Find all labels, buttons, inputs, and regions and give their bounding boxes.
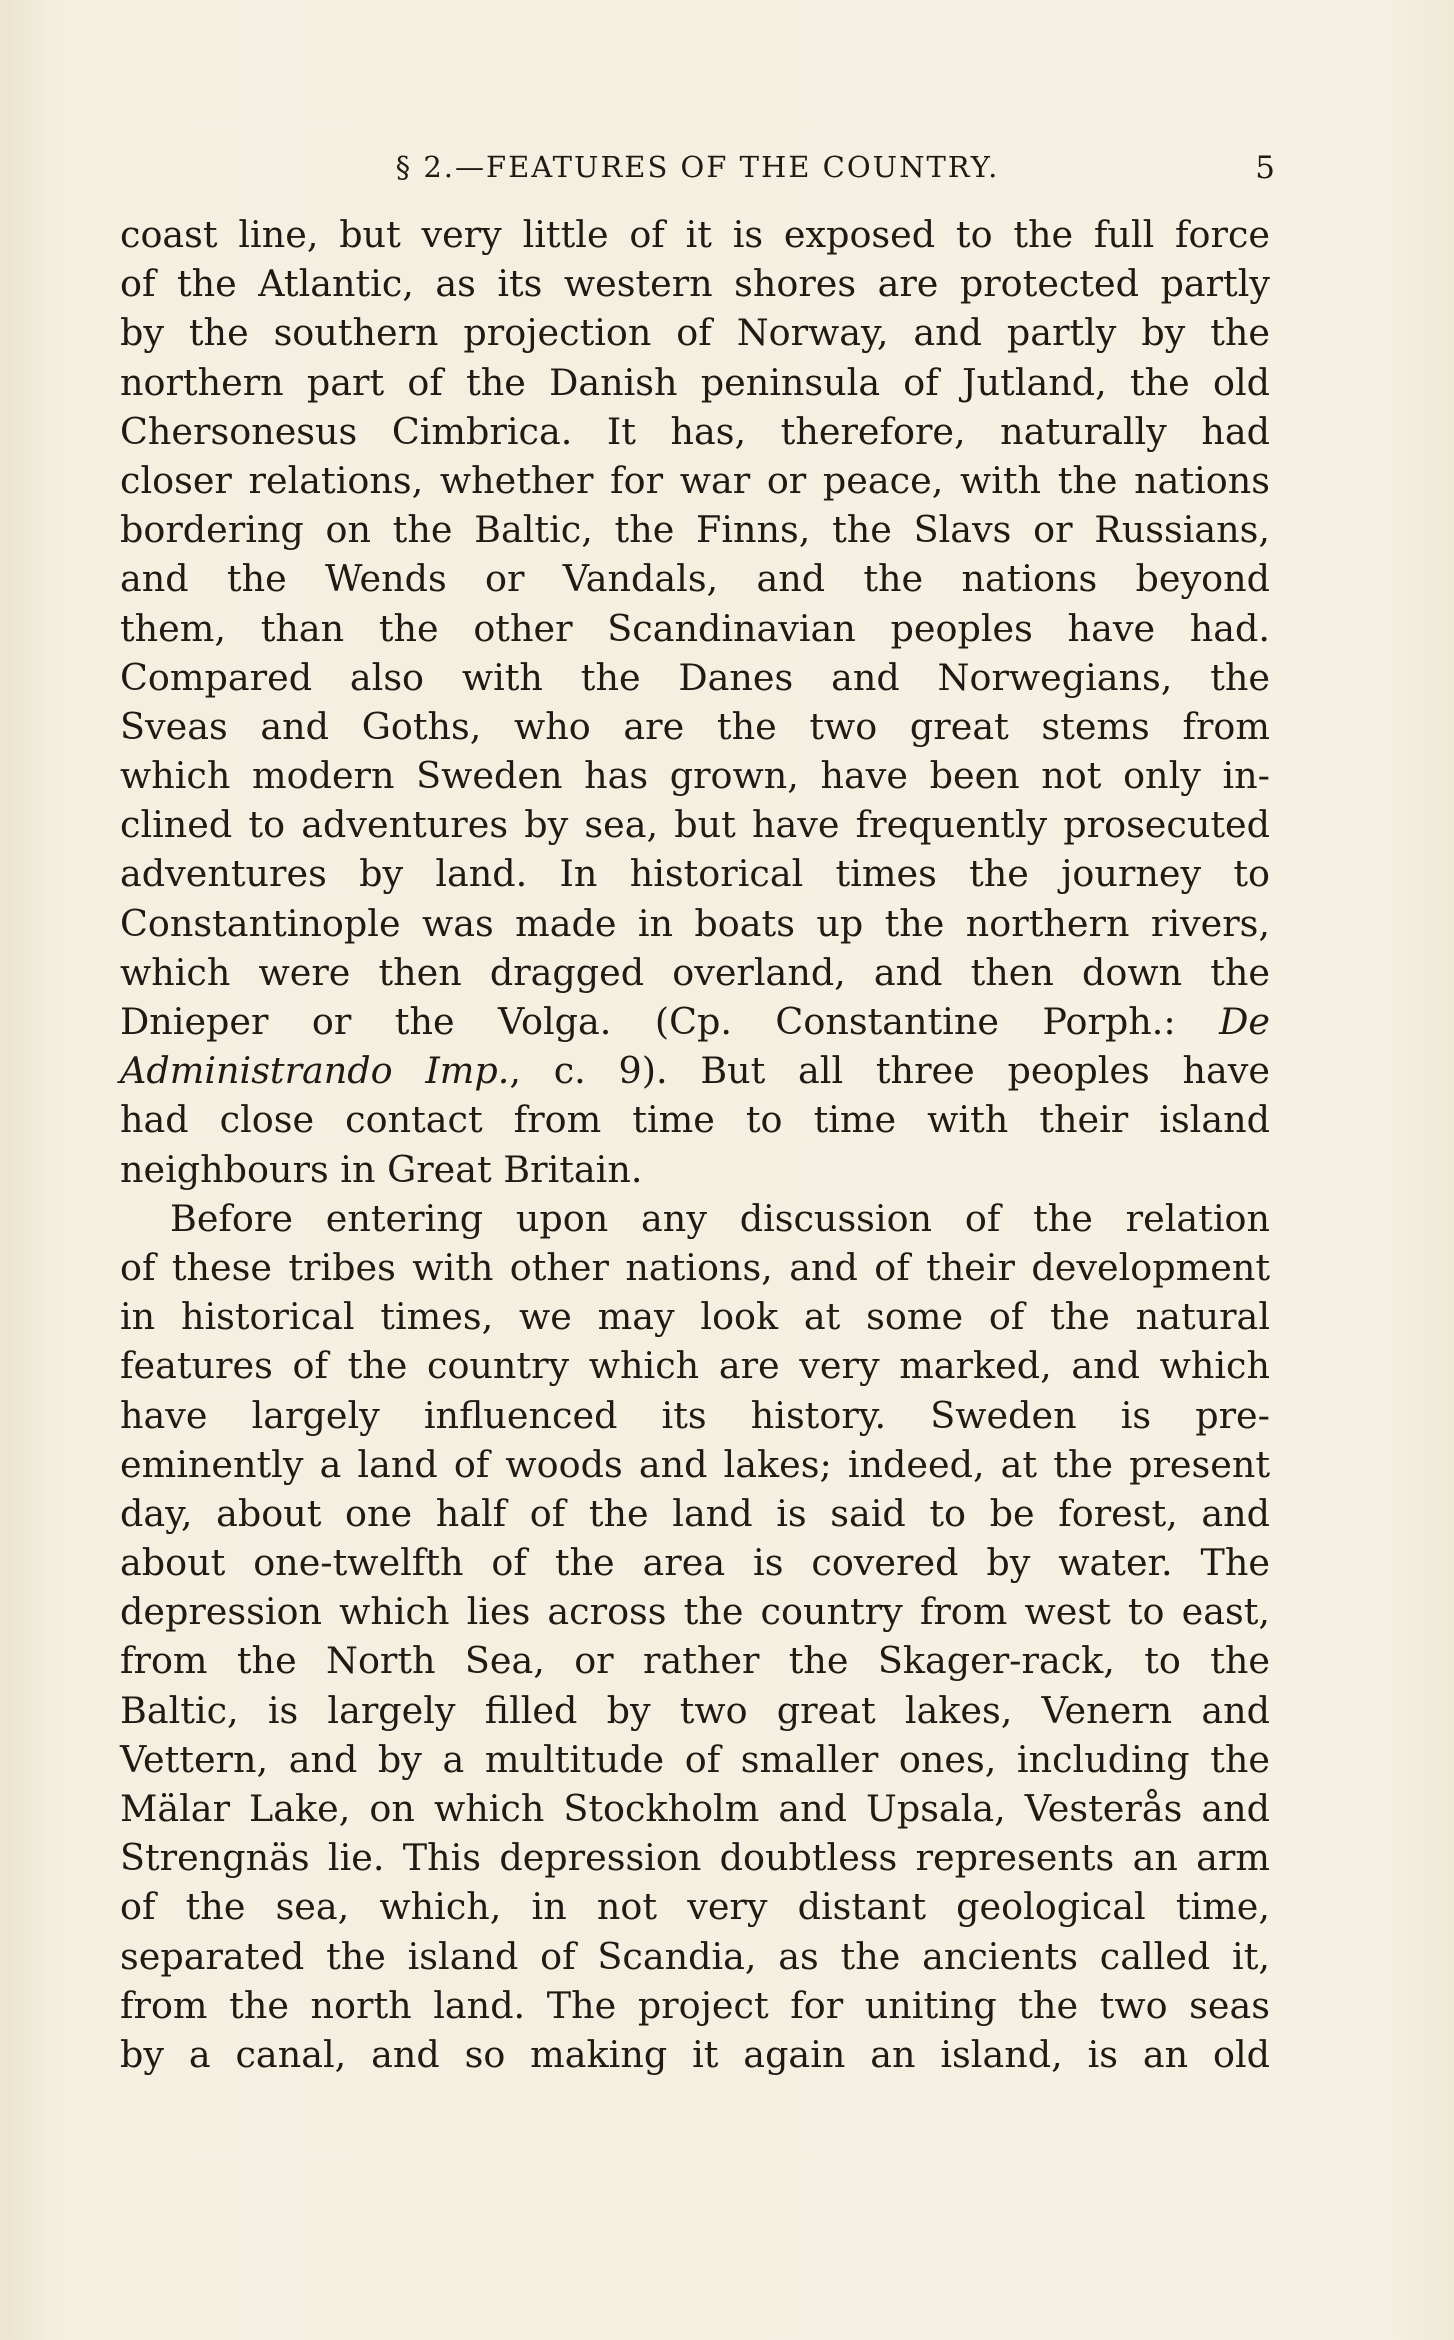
text-line: clined to adventures by sea, but have frequently prosecuted [120, 803, 1270, 847]
text-line: of the sea, which, in not very distant geological time, [120, 1885, 1270, 1929]
text-line: Before entering upon any discussion of the relation [170, 1196, 1270, 1240]
text-line: Sveas and Goths, who are the two great stems from [120, 704, 1270, 748]
page-number: 5 [1255, 150, 1275, 186]
text-line: from the north land. The project for uniting the two seas [120, 1983, 1270, 2027]
text-line: had close contact from time to time with their island [120, 1098, 1270, 1142]
text-line: northern part of the Danish peninsula of Jutland, the old [120, 360, 1270, 404]
text-line: Dnieper or the Volga. (Cp. Constantine Porph.: De [120, 1000, 1270, 1043]
text-line: depression which lies across the country from west to east, [120, 1590, 1270, 1634]
text-line: Administrando Imp., c. 9). But all three peoples have [120, 1049, 1270, 1093]
text-line: Mälar Lake, on which Stockholm and Upsala, Vesterås and [120, 1787, 1270, 1830]
text-line: from the North Sea, or rather the Skager-rack, to the [120, 1639, 1270, 1683]
text-line: Vettern, and by a multitude of smaller ones, including the [120, 1737, 1270, 1781]
text-line: have largely influenced its history. Sweden is pre- [120, 1393, 1270, 1437]
text-line: of the Atlantic, as its western shores are protected partly [120, 262, 1270, 306]
text-line: coast line, but very little of it is exposed to the full force [120, 213, 1270, 256]
text-line: bordering on the Baltic, the Finns, the Slavs or Russians, [120, 508, 1270, 552]
body-text [120, 210, 1270, 2079]
text-line: features of the country which are very marked, and which [120, 1344, 1270, 1388]
italic-title: Administrando Imp. [120, 1049, 510, 1093]
text-line: Compared also with the Danes and Norwegians, the [120, 655, 1270, 699]
text-line: and the Wends or Vandals, and the nations beyond [120, 557, 1270, 601]
text-line: day, about one half of the land is said to be forest, and [120, 1491, 1270, 1535]
text-line: which modern Sweden has grown, have been not only in- [120, 754, 1270, 798]
text-line: by the southern projection of Norway, and partly by the [120, 311, 1270, 355]
text-line: by a canal, and so making it again an island, is an old [120, 2032, 1270, 2076]
text-line: closer relations, whether for war or peace, with the nations [120, 458, 1270, 502]
text-line: separated the island of Scandia, as the ancients called it, [120, 1934, 1270, 1978]
text-line: them, than the other Scandinavian peoples have had. [120, 606, 1270, 650]
running-head [120, 148, 1275, 198]
text-line: Chersonesus Cimbrica. It has, therefore, naturally had [120, 409, 1270, 453]
running-title: § 2.—FEATURES OF THE COUNTRY. [395, 150, 1000, 184]
text-line: of these tribes with other nations, and of their development [120, 1245, 1270, 1289]
text-line: in historical times, we may look at some of the natural [120, 1295, 1270, 1339]
text-line: Strengnäs lie. This depression doubtless represents an arm [120, 1836, 1270, 1880]
italic-title: De [1219, 1000, 1270, 1043]
text-line: eminently a land of woods and lakes; indeed, at the present [120, 1442, 1270, 1486]
text-line: adventures by land. In historical times the journey to [120, 852, 1270, 896]
text-line: about one-twelfth of the area is covered by water. The [120, 1541, 1270, 1585]
text-line: Baltic, is largely filled by two great lakes, Venern and [120, 1688, 1270, 1732]
text-line: which were then dragged overland, and then down the [120, 950, 1270, 994]
text-line: neighbours in Great Britain. [120, 1147, 643, 1191]
text-line: Constantinople was made in boats up the northern rivers, [120, 901, 1270, 945]
